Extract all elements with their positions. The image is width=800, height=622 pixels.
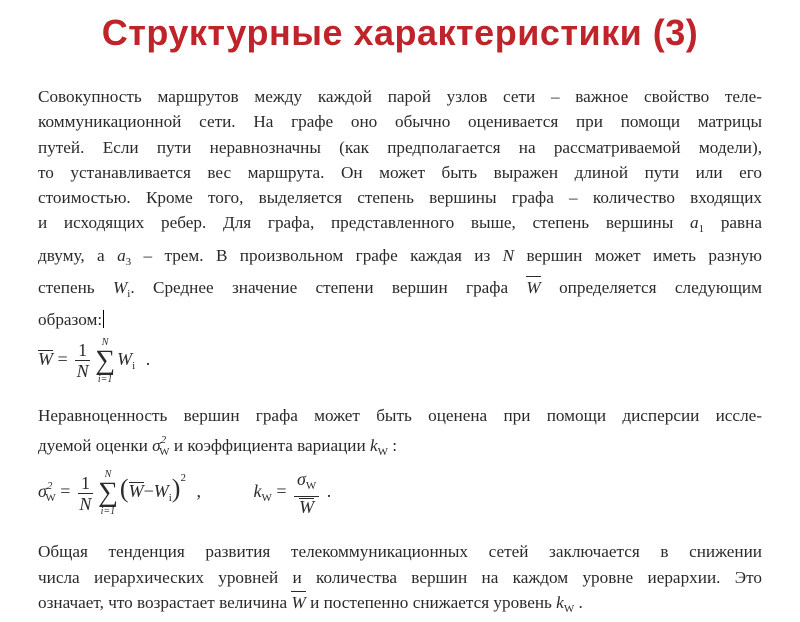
- text-line: путей. Если пути неравнозначны (как предполагается на рассматриваемой модели),: [38, 137, 762, 157]
- text-line: степень $W_i$. Среднее значение степени вершин графа W определяется следующим: [38, 275, 762, 307]
- text-line: образом:: [38, 310, 103, 330]
- var-a1: $a_1$: [690, 213, 705, 236]
- text-line: коммуникационной сети. На графе оно обычно оценивается при помощи матрицы: [38, 112, 762, 132]
- f2-lhs: $\sigma^2_W$: [38, 480, 56, 505]
- f1-sum: N ∑ i=1: [95, 336, 116, 385]
- var-kw: $k_W$: [556, 592, 575, 615]
- text-line: Совокупность маршрутов между каждой парой узлов сети – важное свойство теле-: [38, 87, 762, 106]
- f2-kw-fraction: $\frac{\sigma_W}{W}$: [294, 469, 319, 517]
- f1-period: .: [145, 348, 151, 369]
- f1-equals: =: [57, 348, 68, 369]
- var-w-bar: W: [526, 275, 540, 300]
- text-cursor: [103, 310, 104, 328]
- formula-kw: $k_W$ = $\frac{\sigma_W}{W}$ .: [253, 469, 332, 518]
- text-line: двуму, а $a_3$ – трем. В произвольном графе каждая из N вершин может иметь разную: [38, 245, 763, 268]
- text-line: Неравноценность вершин графа может быть оценена при помощи дисперсии иссле-: [38, 405, 762, 425]
- paragraph-variance: [38, 403, 762, 466]
- var-wi: $W_i$: [112, 278, 131, 301]
- formula-variance: $\sigma^2_W$ = $\frac{1}{N}$ N ∑ i=1 $(W-W_i)^2$ , $k_W$ = $\frac{\sigma_W}{W}$ .: [38, 469, 332, 518]
- text-line: Общая тенденция развития телекоммуникационных сетей заключается в снижении: [38, 542, 762, 562]
- f1-term: $W_i$: [117, 348, 136, 372]
- text-line: означает, что возрастает величина W и постепенно снижается уровень $k_W$ .: [38, 590, 762, 622]
- text-line: стоимостью. Кроме того, выделяется степень вершины графа – количество входящих: [38, 188, 762, 208]
- text-line: то устанавливается вес маршрута. Он может быть выражен длиной пути или его: [38, 162, 762, 182]
- var-sigma-w: $\sigma^2_W$: [152, 433, 170, 458]
- f2-sum: N ∑ i=1: [97, 469, 118, 518]
- slide-content: [38, 84, 762, 622]
- var-a3: $a_3$: [117, 245, 132, 268]
- f2-fraction: $\frac{1}{N}$: [79, 472, 92, 514]
- paragraph-trend: [38, 539, 762, 622]
- formula-mean-degree: [38, 333, 762, 399]
- text-line: числа иерархических уровней и количества вершин на каждом уровне иерархии. Это: [38, 567, 762, 587]
- slide-title: Структурные характеристики (3): [101, 12, 699, 53]
- var-kw: $k_W$: [369, 435, 388, 458]
- f1-lhs: W: [38, 348, 53, 369]
- var-n: N: [502, 245, 515, 265]
- paragraph-routes: [38, 84, 762, 333]
- text-line: дуемой оценки $\sigma^2_W$ и коэффициента вариации $k_W$ :: [38, 433, 398, 458]
- var-w-bar: W: [291, 590, 305, 615]
- text-line: и исходящих ребер. Для графа, представленного выше, степень вершины $a_1$ равна: [38, 213, 762, 236]
- f1-fraction: $\frac{1}{N}$: [76, 340, 89, 382]
